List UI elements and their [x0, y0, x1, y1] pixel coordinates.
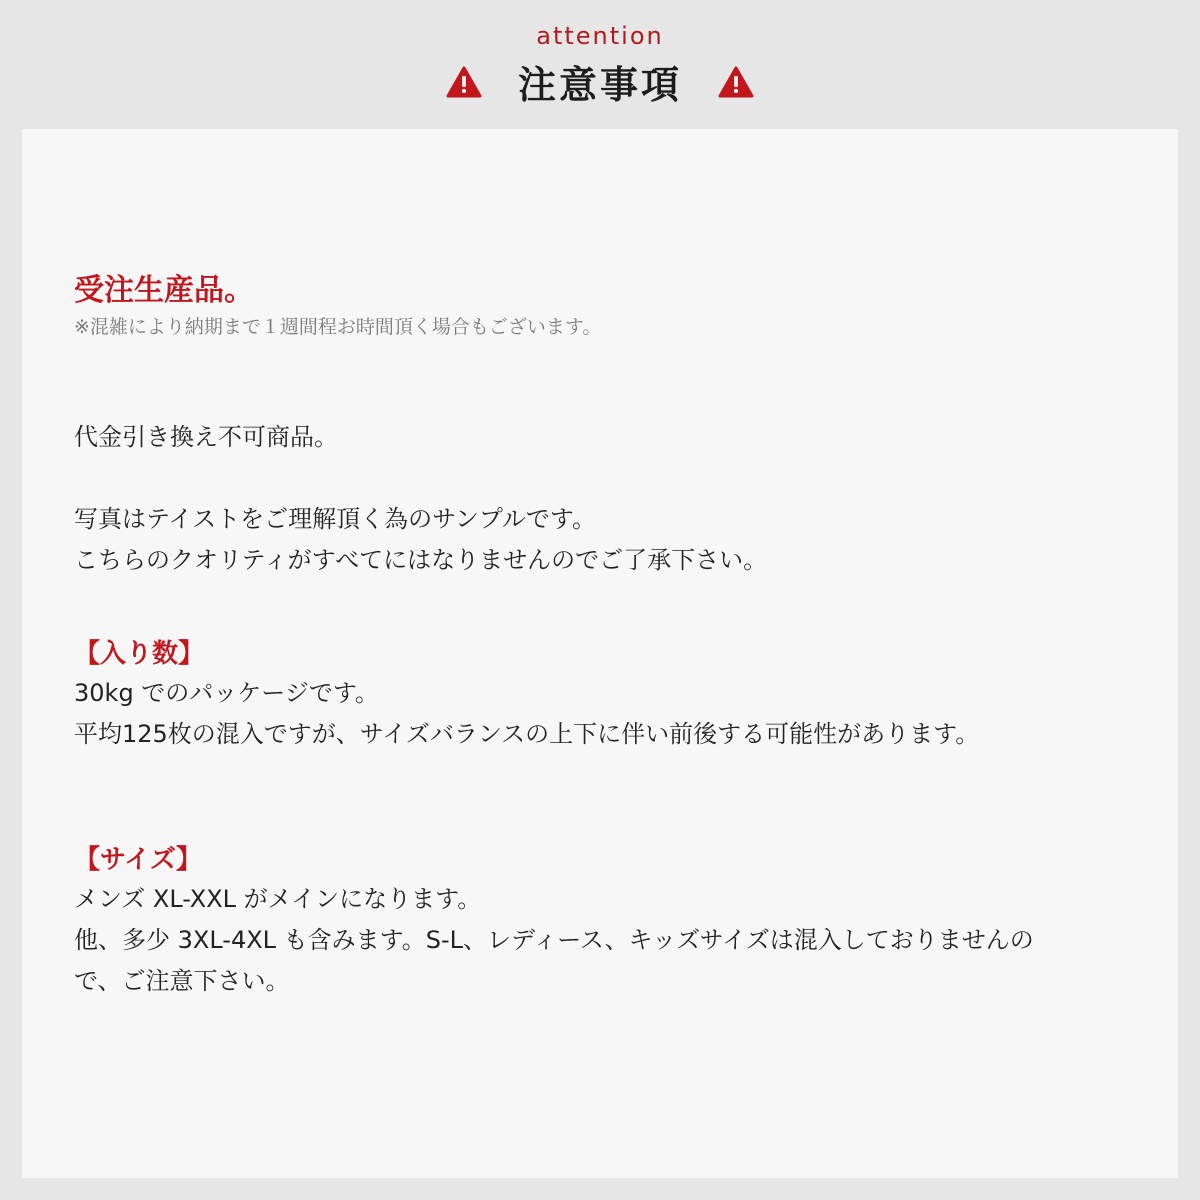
- cod-block: [74, 417, 338, 458]
- photo-line: こちらのクオリティがすべてにはなりませんのでご了承下さい。: [74, 546, 768, 574]
- size-line: メンズ XL-XXL がメインになります。: [74, 885, 482, 913]
- page-title: 注意事項: [517, 63, 682, 107]
- delivery-note: ※混雑により納期まで１週間程お時間頂く場合もございます。: [74, 316, 602, 338]
- notice-panel: [22, 129, 1178, 1178]
- title-row: [0, 54, 1200, 109]
- quantity-heading: 【入り数】: [74, 639, 205, 669]
- quantity-line: 30kg でのパッケージです。: [74, 679, 379, 707]
- photo-line: 写真はテイストをご理解頂く為のサンプルです。: [74, 505, 596, 533]
- photo-block: [74, 499, 767, 581]
- quantity-line: 平均125枚の混入ですが、サイズバランスの上下に伴い前後する可能性があります。: [74, 720, 980, 748]
- quantity-block: [74, 635, 979, 755]
- made-to-order-block: [74, 273, 601, 340]
- size-block: [74, 841, 1034, 1002]
- size-line: で、ご注意下さい。: [74, 967, 290, 995]
- header: [0, 0, 1200, 128]
- warning-triangle-icon: [718, 66, 754, 98]
- warning-triangle-icon: [446, 66, 482, 98]
- header-subtitle: attention: [536, 22, 664, 50]
- made-to-order-heading: 受注生産品。: [74, 273, 254, 308]
- size-heading: 【サイズ】: [74, 845, 202, 875]
- size-line: 他、多少 3XL-4XL も含みます。S-L、レディース、キッズサイズは混入しておりませんの: [74, 926, 1034, 954]
- cod-text: 代金引き換え不可商品。: [74, 423, 338, 451]
